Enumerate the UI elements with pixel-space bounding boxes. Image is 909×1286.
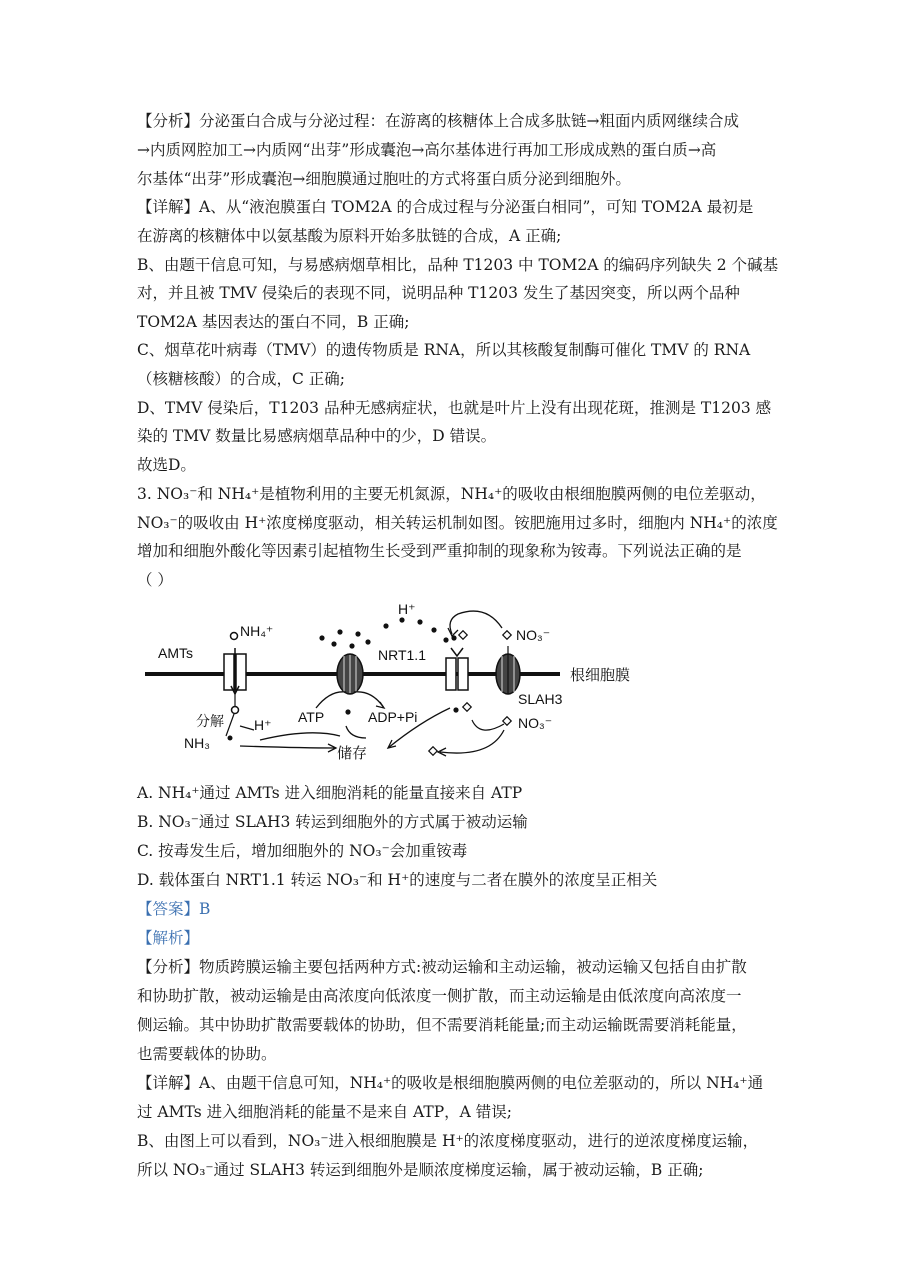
text-line: 【详解】A、从“液泡膜蛋白 TOM2A 的合成过程与分泌蛋白相同”，可知 TOM2A 最初是: [137, 198, 754, 216]
analysis-label: 【解析】: [137, 929, 200, 947]
no3-bottom-label: NO₃⁻: [518, 715, 553, 731]
text-line: TOM2A 基因表达的蛋白不同，B 正确;: [137, 313, 410, 331]
nh4-marker: [231, 633, 238, 640]
nh3-label: NH₃: [184, 735, 210, 751]
option-c: C. 按毒发生后，增加细胞外的 NO₃⁻会加重铵毒: [137, 842, 468, 860]
hplus-bottom-label: H⁺: [254, 717, 272, 733]
text-line: 染的 TMV 数量比易感病烟草品种中的少，D 错误。: [137, 427, 497, 445]
option-a: A. NH₄⁺通过 AMTs 进入细胞消耗的能量直接来自 ATP: [137, 784, 523, 802]
proton-pump: [337, 654, 363, 694]
text-line: 对，并且被 TMV 侵染后的表现不同，说明品种 T1203 发生了基因突变，所以两个品种: [137, 284, 740, 302]
text-line: （核糖核酸）的合成，C 正确;: [137, 370, 346, 388]
analysis-line: 过 AMTs 进入细胞消耗的能量不是来自 ATP，A 错误;: [137, 1103, 512, 1121]
nh4-inside-marker: [232, 707, 239, 714]
text-line: C、烟草花叶病毒（TMV）的遗传物质是 RNA，所以其核酸复制酶可催化 TMV 的 RNA: [137, 341, 751, 359]
question-stem-line: 增加和细胞外酸化等因素引起植物生长受到严重抑制的现象称为铵毒。下列说法正确的是: [137, 542, 742, 560]
text-line: 尔基体“出芽”形成囊泡→细胞膜通过胞吐的方式将蛋白质分泌到细胞外。: [137, 170, 631, 188]
option-d: D. 载体蛋白 NRT1.1 转运 NO₃⁻和 H⁺的速度与二者在膜外的浓度呈正相关: [137, 871, 658, 889]
no3-top-label: NO₃⁻: [516, 627, 551, 643]
nrt-label: NRT1.1: [378, 647, 426, 663]
nrt-transporter: [446, 648, 468, 690]
analysis-line: 【分析】物质跨膜运输主要包括两种方式:被动运输和主动运输，被动运输又包括自由扩散: [137, 958, 747, 976]
question-stem-line: NO₃⁻的吸收由 H⁺浓度梯度驱动，相关转运机制如图。铵肥施用过多时，细胞内 NH₄⁺的浓度: [137, 514, 778, 532]
hplus-dots: [319, 617, 448, 648]
membrane-label: 根细胞膜: [570, 667, 631, 684]
question-stem-line: （ ）: [137, 571, 173, 589]
analysis-line: 和协助扩散，被动运输是由高浓度向低浓度一侧扩散，而主动运输是由低浓度向高浓度一: [137, 987, 742, 1005]
text-line: B、由题干信息可知，与易感病烟草相比，品种 T1203 中 TOM2A 的编码序列缺失 2 个碱基: [137, 256, 779, 274]
atp-label: ATP: [298, 709, 325, 725]
slah3-label: SLAH3: [518, 691, 563, 707]
analysis-line: B、由图上可以看到，NO₃⁻进入根细胞膜是 H⁺的浓度梯度驱动，进行的逆浓度梯度运输，: [137, 1132, 759, 1150]
question-stem-line: 3. NO₃⁻和 NH₄⁺是植物利用的主要无机氮源，NH₄⁺的吸收由根细胞膜两侧的电位差驱动，: [137, 485, 766, 503]
nh4-label: NH₄⁺: [240, 623, 274, 639]
text-line: →内质网腔加工→内质网“出芽”形成囊泡→高尔基体进行再加工形成成熟的蛋白质→高: [137, 141, 717, 159]
transport-diagram: [140, 598, 660, 770]
hplus-top-label: H⁺: [398, 601, 416, 617]
text-line: 【分析】分泌蛋白合成与分泌过程：在游离的核糖体上合成多肽链→粗面内质网继续合成: [137, 112, 739, 130]
answer-label: 【答案】B: [137, 900, 211, 918]
text-line: 故选D。: [137, 456, 196, 474]
storage-label: 储存: [337, 745, 368, 762]
analysis-line: 也需要载体的协助。: [137, 1045, 277, 1063]
adp-label: ADP+Pi: [368, 709, 418, 725]
analysis-line: 所以 NO₃⁻通过 SLAH3 转运到细胞外是顺浓度梯度运输，属于被动运输，B 正确;: [137, 1161, 704, 1179]
amts-label: AMTs: [158, 645, 193, 661]
amts-channel: [224, 648, 246, 694]
option-b: B. NO₃⁻通过 SLAH3 转运到细胞外的方式属于被动运输: [137, 813, 528, 831]
analysis-line: 侧运输。其中协助扩散需要载体的协助，但不需要消耗能量;而主动运输既需要消耗能量，: [137, 1016, 747, 1034]
text-line: D、TMV 侵染后，T1203 品种无感病症状，也就是叶片上没有出现花斑，推测是 T1203 感: [137, 399, 772, 417]
text-line: 在游离的核糖体中以氨基酸为原料开始多肽链的合成，A 正确;: [137, 227, 562, 245]
analysis-line: 【详解】A、由题干信息可知，NH₄⁺的吸收是根细胞膜两侧的电位差驱动的，所以 NH₄⁺通: [137, 1074, 764, 1092]
decompose-label: 分解: [196, 713, 224, 729]
